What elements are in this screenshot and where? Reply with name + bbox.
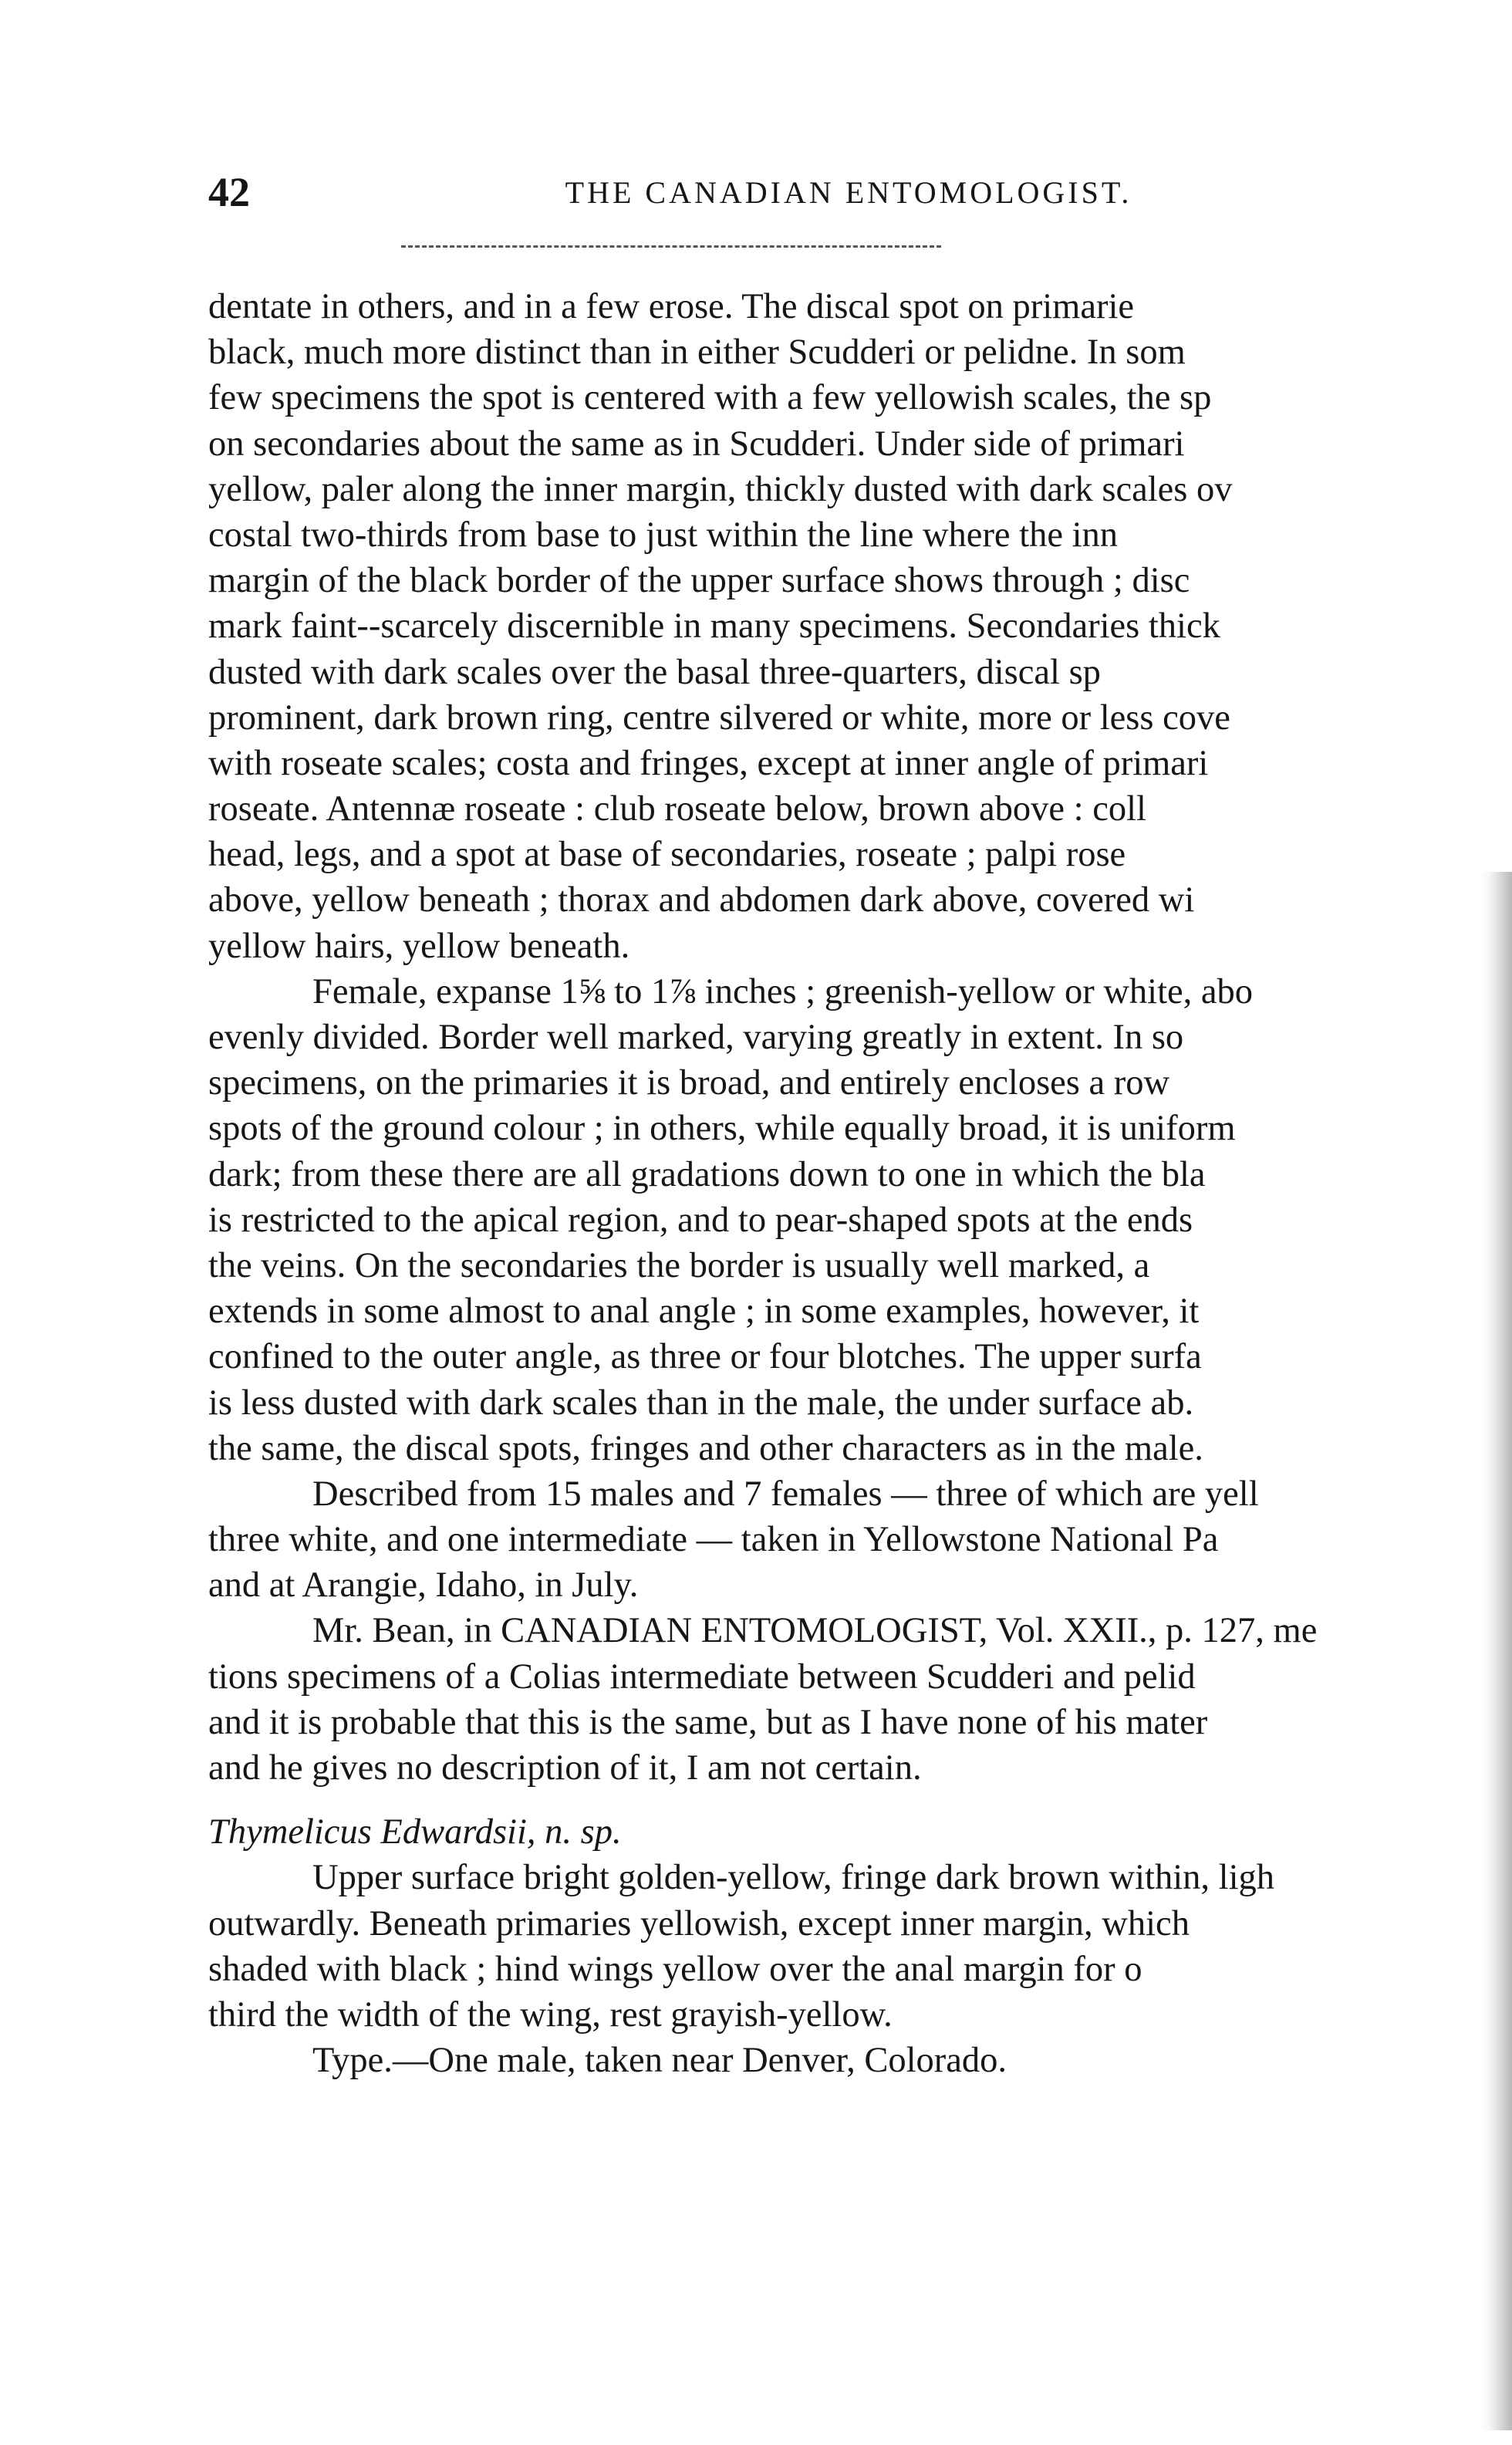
text-line: the same, the discal spots, fringes and other characters as in the male. <box>208 1428 1203 1468</box>
section-spacer <box>208 1791 1489 1809</box>
text-line: specimens, on the primaries it is broad, and entirely encloses a row <box>208 1063 1170 1103</box>
paragraph-start-line: Female, expanse 1⅝ to 1⅞ inches ; greenish-yellow or white, abo <box>312 971 1254 1011</box>
text-line: on secondaries about the same as in Scudderi. Under side of primari <box>208 424 1185 464</box>
text-line: prominent, dark brown ring, centre silvered or white, more or less cove <box>208 697 1230 738</box>
text-line: evenly divided. Border well marked, varying greatly in extent. In so <box>208 1018 1184 1057</box>
text-line: tions specimens of a Colias intermediate between Scudderi and pelid <box>208 1656 1196 1697</box>
header-rule <box>401 245 941 248</box>
text-line: with roseate scales; costa and fringes, except at inner angle of primari <box>208 743 1209 783</box>
text-line: dusted with dark scales over the basal three-quarters, discal sp <box>208 652 1101 692</box>
text-line: outwardly. Beneath primaries yellowish, except inner margin, which <box>208 1903 1190 1944</box>
text-line: yellow hairs, yellow beneath. <box>208 926 630 966</box>
paragraph-start-line: Mr. Bean, in CANADIAN ENTOMOLOGIST, Vol. XXII., p. 127, me <box>312 1611 1318 1651</box>
page-header <box>208 168 1489 218</box>
text-line: dentate in others, and in a few erose. The discal spot on primarie <box>208 287 1135 326</box>
text-line: margin of the black border of the upper surface shows through ; disc <box>208 561 1190 601</box>
text-line: and he gives no description of it, I am not certain. <box>208 1748 922 1788</box>
species-heading: Thymelicus Edwardsii, n. sp. <box>208 1812 622 1852</box>
scan-edge-artifact <box>1481 872 1512 2430</box>
text-line: few specimens the spot is centered with a few yellowish scales, the sp <box>208 378 1212 418</box>
text-line: mark faint--scarcely discernible in many specimens. Secondaries thick <box>208 606 1220 647</box>
text-line: is restricted to the apical region, and to pear-shaped spots at the ends <box>208 1200 1193 1240</box>
article-body <box>208 284 1489 2083</box>
text-line: the veins. On the secondaries the border is usually well marked, a <box>208 1245 1150 1285</box>
text-line: black, much more distinct than in either Scudderi or pelidne. In som <box>208 333 1186 373</box>
text-line: costal two-thirds from base to just within the line where the inn <box>208 515 1119 555</box>
paragraph-start-line: Described from 15 males and 7 females — three of which are yell <box>312 1474 1259 1514</box>
paragraph-start-line: Upper surface bright golden-yellow, fringe dark brown within, ligh <box>312 1858 1274 1898</box>
text-line: roseate. Antennæ roseate : club roseate below, brown above : coll <box>208 789 1146 829</box>
paragraph-start-line: Type.—One male, taken near Denver, Colorado. <box>312 2041 1007 2081</box>
text-line: third the width of the wing, rest grayish-yellow. <box>208 1994 893 2035</box>
text-line: is less dusted with dark scales than in the male, the under surface ab. <box>208 1383 1194 1423</box>
text-line: confined to the outer angle, as three or four blotches. The upper surfa <box>208 1337 1202 1377</box>
text-line: spots of the ground colour ; in others, while equally broad, it is uniform <box>208 1109 1236 1149</box>
text-line: dark; from these there are all gradations down to one in which the bla <box>208 1154 1206 1194</box>
running-title: THE CANADIAN ENTOMOLOGIST. <box>565 175 1132 210</box>
text-line: yellow, paler along the inner margin, thickly dusted with dark scales ov <box>208 469 1233 509</box>
text-line: above, yellow beneath ; thorax and abdomen dark above, covered wi <box>208 880 1195 920</box>
text-line: extends in some almost to anal angle ; in some examples, however, it <box>208 1292 1200 1332</box>
text-line: shaded with black ; hind wings yellow over the anal margin for o <box>208 1949 1142 1989</box>
text-line: three white, and one intermediate — taken in Yellowstone National Pa <box>208 1520 1219 1560</box>
text-line: head, legs, and a spot at base of secondaries, roseate ; palpi rose <box>208 835 1126 875</box>
page-number: 42 <box>208 169 250 215</box>
text-line: and it is probable that this is the same, but as I have none of his mater <box>208 1702 1208 1742</box>
text-line: and at Arangie, Idaho, in July. <box>208 1565 639 1606</box>
